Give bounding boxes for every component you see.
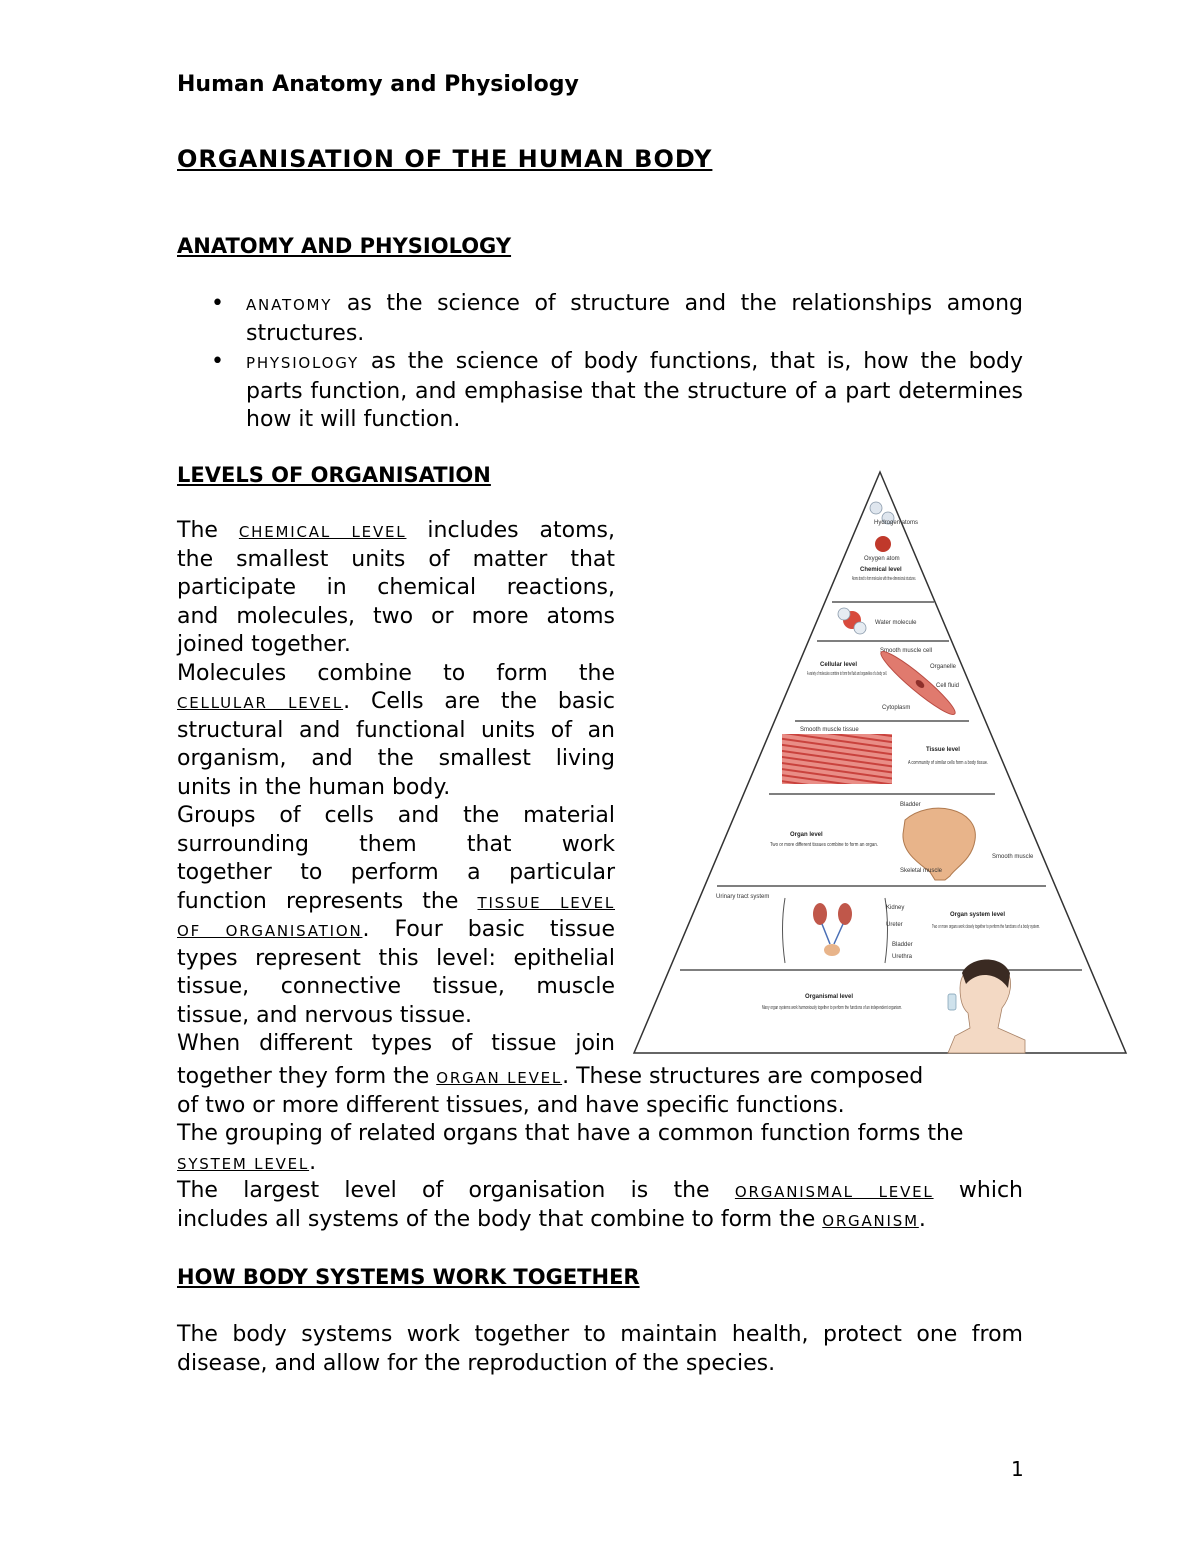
running-title: Human Anatomy and Physiology <box>177 72 579 97</box>
page-number: 1 <box>1011 1457 1024 1481</box>
page-title: ORGANISATION OF THE HUMAN BODY <box>177 145 713 173</box>
label-organelle: Organelle <box>930 664 957 670</box>
levels-column-text <box>177 517 615 1059</box>
text-line: tissue, connective tissue, muscle <box>177 974 615 999</box>
text-line: Groups of cells and the material <box>177 803 615 828</box>
text-line: The largest level of organisation is the ORGANISMAL LEVEL which <box>177 1178 1023 1203</box>
term-organ-level: ORGAN LEVEL <box>436 1069 563 1087</box>
label-organismal-desc: Many organ systems work harmoniously together to perform the functions of an independent organism. <box>762 1005 902 1011</box>
label-hydrogen: Hydrogen atoms <box>874 520 919 526</box>
kidney-icon <box>838 903 852 925</box>
bullet-icon: • <box>211 349 224 374</box>
text-line: When different types of tissue join <box>177 1031 615 1056</box>
text-line: SYSTEM LEVEL. <box>177 1149 317 1175</box>
text-line: CELLULAR LEVEL. Cells are the basic <box>177 689 615 714</box>
label-oxygen: Oxygen atom <box>864 556 900 562</box>
levels-pyramid-figure <box>630 468 1130 1058</box>
term-tissue-organisation: OF ORGANISATION <box>177 922 363 940</box>
bullet-icon: • <box>211 291 224 316</box>
label-chemical-level: Chemical level <box>860 567 902 573</box>
term-organismal-level: ORGANISMAL LEVEL <box>734 1183 934 1201</box>
label-organ-desc: Two or more different tissues combine to form an organ. <box>770 842 878 848</box>
label-urinary-system: Urinary tract system <box>716 894 770 900</box>
label-smooth-muscle-cell: Smooth muscle cell <box>880 648 933 654</box>
definition-anatomy: as the science of structure and the relationships among structures. <box>246 291 1023 346</box>
text-line: joined together. <box>177 632 351 657</box>
bullet-physiology <box>177 348 1023 435</box>
definition-physiology: as the science of body functions, that is, how the body parts function, and emphasise that the structure of a part determines how it will function. <box>246 349 1023 432</box>
label-urethra: Urethra <box>892 954 913 960</box>
oxygen-atom-icon <box>875 536 891 552</box>
label-system-level: Organ system level <box>950 912 1006 918</box>
label-smooth-muscle: Smooth muscle <box>992 854 1034 860</box>
text-line: types represent this level: epithelial <box>177 945 615 971</box>
section-heading-body-systems: HOW BODY SYSTEMS WORK TOGETHER <box>177 1265 640 1289</box>
muscle-tissue-icon <box>782 734 892 784</box>
label-kidney: Kidney <box>886 905 905 911</box>
text-line: function represents the TISSUE LEVEL <box>177 888 616 914</box>
label-water-molecule: Water molecule <box>875 620 917 626</box>
label-cytoplasm: Cytoplasm <box>882 705 911 711</box>
text-line: of two or more different tissues, and have specific functions. <box>177 1092 845 1118</box>
kidney-icon <box>813 903 827 925</box>
section-heading-anatomy-physiology: ANATOMY AND PHYSIOLOGY <box>177 234 512 258</box>
text-line: tissue, and nervous tissue. <box>177 1002 473 1028</box>
water-hydrogen-icon <box>838 608 850 620</box>
label-cellular-level: Cellular level <box>820 662 858 668</box>
term-tissue-level: TISSUE LEVEL <box>477 893 616 912</box>
label-tissue-desc: A community of similar cells form a body tissue. <box>908 760 988 766</box>
text-line: OF ORGANISATION. Four basic tissue <box>177 917 615 942</box>
label-organismal-level: Organismal level <box>805 994 854 1000</box>
hydrogen-atom-icon <box>870 502 882 514</box>
text-line: together to perform a particular <box>177 860 615 885</box>
label-smooth-muscle-tissue: Smooth muscle tissue <box>800 727 859 733</box>
label-organ-level: Organ level <box>790 832 823 838</box>
body-systems-paragraph: The body systems work together to maintain health, protect one from disease, and allow for the reproduction of the species. <box>177 1322 1023 1376</box>
term-chemical-level: CHEMICAL LEVEL <box>238 523 407 541</box>
term-organism: ORGANISM <box>822 1211 919 1230</box>
text-line: organism, and the smallest living <box>177 746 615 771</box>
water-hydrogen-icon <box>854 622 866 634</box>
section-heading-levels: LEVELS OF ORGANISATION <box>177 463 491 487</box>
text-line: units in the human body. <box>177 774 451 800</box>
label-ureter: Ureter <box>886 922 903 928</box>
definition-list <box>177 290 1023 435</box>
term-physiology: PHYSIOLOGY <box>246 354 359 372</box>
glass-icon <box>948 994 956 1010</box>
label-bladder: Bladder <box>900 802 921 808</box>
term-anatomy: ANATOMY <box>246 296 333 314</box>
text-line: includes all systems of the body that combine to form the ORGANISM. <box>177 1206 926 1232</box>
text-line: participate in chemical reactions, <box>177 575 615 600</box>
label-cell-fluid: Cell fluid <box>936 683 960 689</box>
label-system-desc: Two or more organs work closely together to perform the functions of a body system. <box>932 924 1040 930</box>
term-system-level: SYSTEM LEVEL <box>177 1154 310 1173</box>
label-skeletal-muscle: Skeletal muscle <box>900 868 943 874</box>
text-line: The CHEMICAL LEVEL includes atoms, <box>177 518 615 543</box>
text-line: Molecules combine to form the <box>177 660 615 686</box>
label-cellular-desc: A variety of molecules combine to form the fluid and organelles of a body cell. <box>807 671 887 677</box>
text-line: structural and functional units of an <box>177 717 615 743</box>
bullet-anatomy <box>177 290 1023 348</box>
text-line: surrounding them that work <box>177 831 615 857</box>
text-line: the smallest units of matter that <box>177 546 615 572</box>
text-line: The grouping of related organs that have a common function forms the <box>177 1121 964 1146</box>
text-line: and molecules, two or more atoms <box>177 603 615 629</box>
bladder-small-icon <box>824 944 840 956</box>
levels-full-text <box>177 1063 1023 1234</box>
label-bladder-2: Bladder <box>892 942 913 948</box>
label-chemical-desc: Atoms bond to form molecules with three-dimensional structures. <box>852 576 916 582</box>
label-tissue-level: Tissue level <box>926 747 960 753</box>
text-line: together they form the ORGAN LEVEL. These structures are composed <box>177 1064 924 1089</box>
term-cellular-level: CELLULAR LEVEL <box>177 694 344 712</box>
